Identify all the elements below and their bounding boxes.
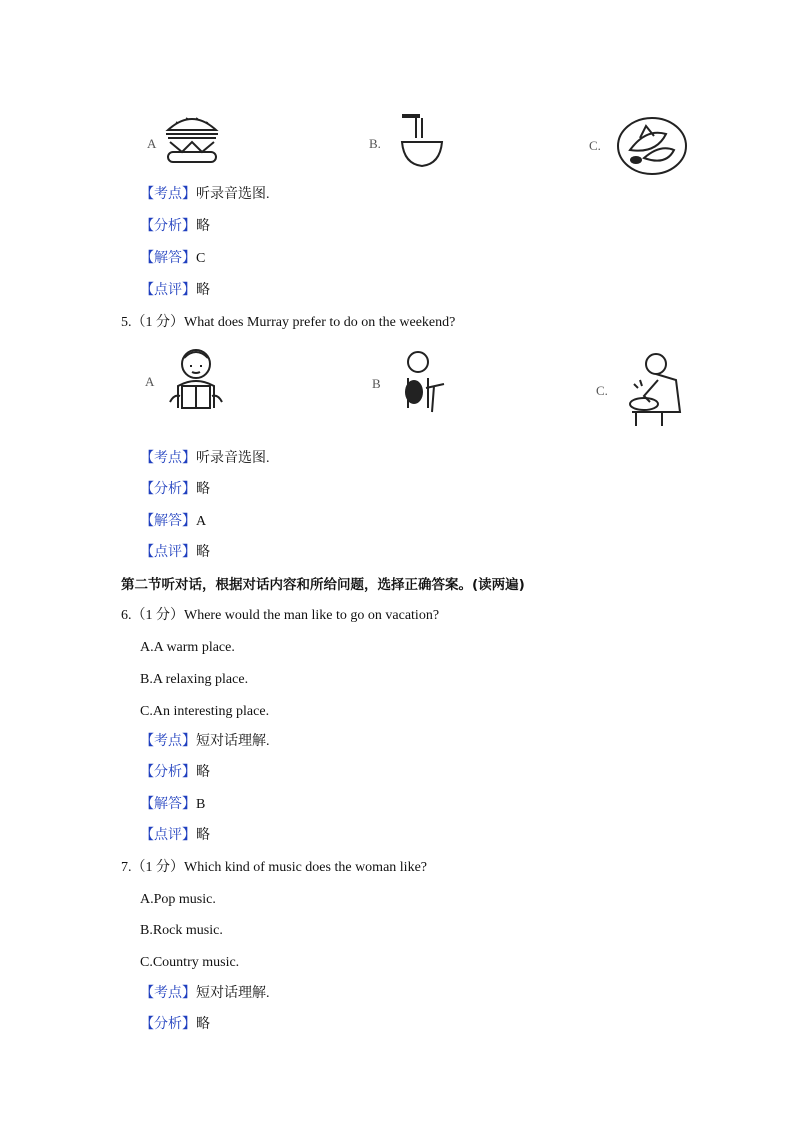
fenxi-tag: 【分析】 — [140, 482, 196, 497]
q4-option-a-letter: A — [147, 136, 157, 151]
hamburger-icon — [162, 108, 222, 168]
q4-dianping — [140, 281, 210, 301]
dianping-text: 略 — [196, 545, 210, 560]
q5-option-a-letter: A — [145, 374, 155, 389]
dianping-tag: 【点评】 — [140, 545, 196, 560]
jieda-tag: 【解答】 — [140, 251, 196, 266]
q7-option-c: C.Country music. — [140, 955, 240, 970]
fenxi-text: 略 — [196, 765, 210, 780]
kaodian-tag: 【考点】 — [140, 451, 196, 466]
q5-jieda — [140, 512, 206, 532]
q7-kaodian — [140, 984, 270, 1004]
dianping-tag: 【点评】 — [140, 283, 196, 298]
q6-option-a: A.A warm place. — [140, 640, 235, 655]
q5-question: 5.（1 分）What does Murray prefer to do on the weekend? — [121, 315, 456, 330]
q5-fenxi — [140, 480, 210, 500]
boy-playing-icon — [396, 348, 448, 416]
fenxi-tag: 【分析】 — [140, 765, 196, 780]
q5-dianping — [140, 543, 210, 563]
kaodian-text: 短对话理解. — [196, 986, 270, 1001]
q6-option-c: C.An interesting place. — [140, 704, 270, 719]
section-heading: 第二节听对话，根据对话内容和所给问题，选择正确答案。(读两遍) — [121, 577, 525, 593]
kaodian-tag: 【考点】 — [140, 187, 196, 202]
boy-cooking-icon — [626, 350, 690, 428]
q6-kaodian — [140, 732, 270, 752]
q7-option-a: A.Pop music. — [140, 892, 216, 907]
noodles-bowl-icon — [398, 112, 446, 170]
dianping-tag: 【点评】 — [140, 828, 196, 843]
fenxi-tag: 【分析】 — [140, 1017, 196, 1032]
q4-option-b-letter: B. — [369, 136, 381, 151]
boy-reading-icon — [164, 346, 228, 414]
dianping-text: 略 — [196, 828, 210, 843]
q4-kaodian — [140, 185, 270, 205]
jieda-tag: 【解答】 — [140, 514, 196, 529]
fenxi-tag: 【分析】 — [140, 219, 196, 234]
dianping-text: 略 — [196, 283, 210, 298]
q7-fenxi — [140, 1015, 210, 1035]
q4-option-c-letter: C. — [589, 138, 601, 153]
kaodian-text: 听录音选图. — [196, 187, 270, 202]
q6-dianping — [140, 826, 210, 846]
q7-option-b: B.Rock music. — [140, 923, 223, 938]
jieda-tag: 【解答】 — [140, 797, 196, 812]
fenxi-text: 略 — [196, 219, 210, 234]
fenxi-text: 略 — [196, 482, 210, 497]
q4-fenxi — [140, 217, 210, 237]
q6-fenxi — [140, 763, 210, 783]
kaodian-tag: 【考点】 — [140, 986, 196, 1001]
q7-question: 7.（1 分）Which kind of music does the woman like? — [121, 860, 427, 875]
q5-option-c-letter: C. — [596, 383, 608, 398]
fruit-plate-icon — [616, 116, 688, 176]
q5-kaodian — [140, 449, 270, 469]
q6-option-b: B.A relaxing place. — [140, 672, 249, 687]
kaodian-text: 听录音选图. — [196, 451, 270, 466]
q6-jieda — [140, 795, 205, 815]
q6-question: 6.（1 分）Where would the man like to go on vacation? — [121, 608, 440, 623]
jieda-text: B — [196, 797, 206, 812]
fenxi-text: 略 — [196, 1017, 210, 1032]
q4-jieda — [140, 249, 205, 269]
jieda-text: A — [196, 514, 207, 529]
kaodian-text: 短对话理解. — [196, 734, 270, 749]
kaodian-tag: 【考点】 — [140, 734, 196, 749]
q5-option-b-letter: B — [372, 376, 381, 391]
jieda-text: C — [196, 251, 206, 266]
